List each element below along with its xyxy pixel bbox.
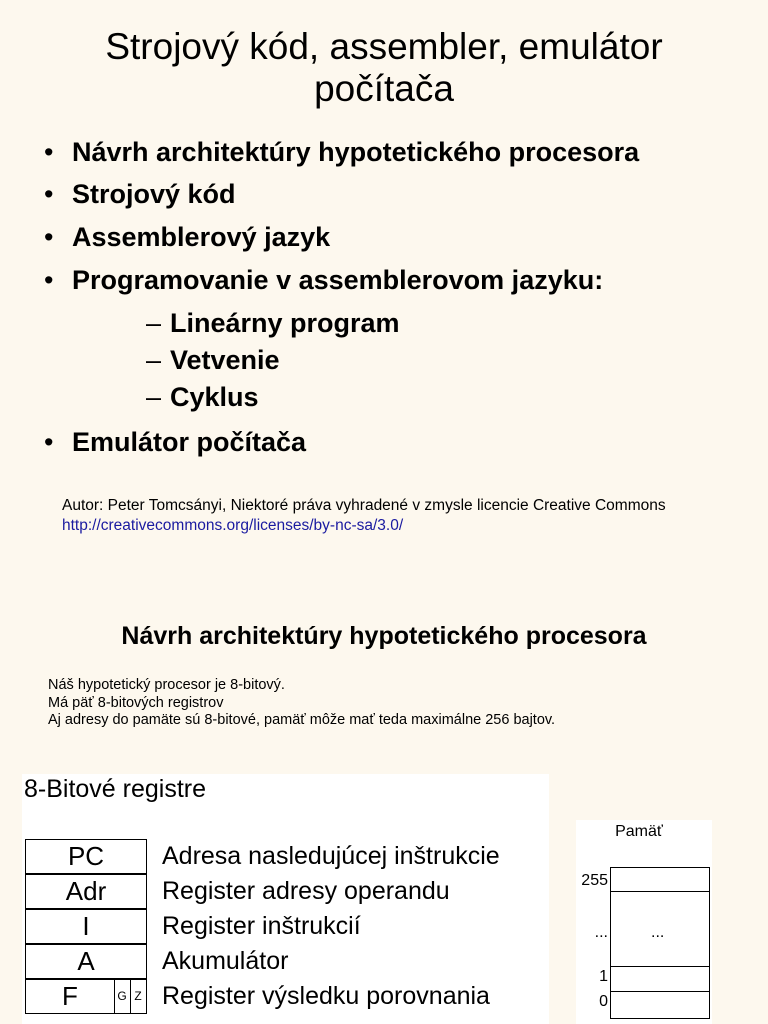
bullet-text: Programovanie v assemblerovom jazyku: — [72, 265, 604, 295]
slide-title — [0, 26, 768, 110]
license-link[interactable]: http://creativecommons.org/licenses/by-nc-sa/3.0/ — [62, 517, 404, 534]
memory-cell-divider — [611, 991, 709, 992]
register-box: I — [25, 909, 147, 944]
flag-g: G — [114, 980, 129, 1013]
register-description: Register adresy operandu — [162, 877, 450, 905]
bullet-marker: • — [44, 427, 54, 457]
intro-line: Aj adresy do pamäte sú 8-bitové, pamäť môže mať teda maximálne 256 bajtov. — [48, 712, 556, 728]
sub-bullet-item — [146, 305, 400, 341]
bullet-item — [44, 261, 603, 299]
intro-line: Náš hypotetický procesor je 8-bitový. — [48, 677, 285, 693]
author-credit — [62, 496, 666, 536]
registers-heading: 8-Bitové registre — [24, 775, 207, 803]
sub-bullet-marker: – — [146, 345, 162, 375]
bullet-text: Emulátor počítača — [72, 427, 307, 457]
bullet-marker: • — [44, 179, 54, 209]
register-box: A — [25, 944, 147, 979]
bullet-marker: • — [44, 265, 54, 295]
section-title: Návrh architektúry hypotetického procesora — [121, 622, 647, 650]
memory-address-0: 0 — [599, 993, 608, 1010]
bullet-text: Strojový kód — [72, 179, 236, 209]
bullet-item — [44, 218, 330, 256]
bullet-item — [44, 423, 306, 461]
memory-address-255: 255 — [581, 872, 608, 889]
register-name: F — [62, 981, 78, 1011]
bullet-item — [44, 133, 639, 171]
register-description: Register výsledku porovnania — [162, 982, 490, 1010]
sub-bullet-text: Lineárny program — [170, 308, 400, 338]
register-description: Akumulátor — [162, 947, 289, 975]
sub-bullet-text: Vetvenie — [170, 345, 280, 375]
memory-address-ellipsis: ... — [594, 924, 608, 941]
register-box: Adr — [25, 874, 147, 909]
sub-bullet-item — [146, 342, 280, 378]
register-box-f — [25, 979, 147, 1014]
sub-bullet-marker: – — [146, 382, 162, 412]
register-description: Adresa nasledujúcej inštrukcie — [162, 842, 500, 870]
intro-line: Má päť 8-bitových registrov — [48, 694, 224, 711]
flag-z: Z — [130, 980, 145, 1013]
memory-cell-divider — [611, 966, 709, 967]
memory-cells — [610, 867, 710, 1019]
bullet-marker: • — [44, 137, 54, 167]
register-box: PC — [25, 839, 147, 874]
memory-address-1: 1 — [599, 968, 608, 985]
bullet-item — [44, 175, 236, 213]
memory-cell-ellipsis: ... — [651, 924, 665, 941]
memory-cell-divider — [611, 891, 709, 892]
bullet-text: Assemblerový jazyk — [72, 222, 331, 252]
memory-diagram — [576, 820, 712, 1024]
bullet-marker: • — [44, 222, 54, 252]
intro-text — [48, 677, 555, 730]
register-description: Register inštrukcií — [162, 912, 361, 940]
slide-title-line-1: Strojový kód, assembler, emulátor — [105, 26, 663, 67]
sub-bullet-item — [146, 379, 259, 415]
memory-title: Pamäť — [615, 823, 663, 840]
slide-title-line-2: počítača — [314, 68, 454, 109]
sub-bullet-marker: – — [146, 308, 162, 338]
bullet-text: Návrh architektúry hypotetického procesora — [72, 137, 640, 167]
credit-text: Autor: Peter Tomcsányi, Niektoré práva vyhradené v zmysle licencie Creative Commons — [62, 497, 666, 514]
registers-diagram — [22, 774, 549, 1024]
sub-bullet-text: Cyklus — [170, 382, 259, 412]
